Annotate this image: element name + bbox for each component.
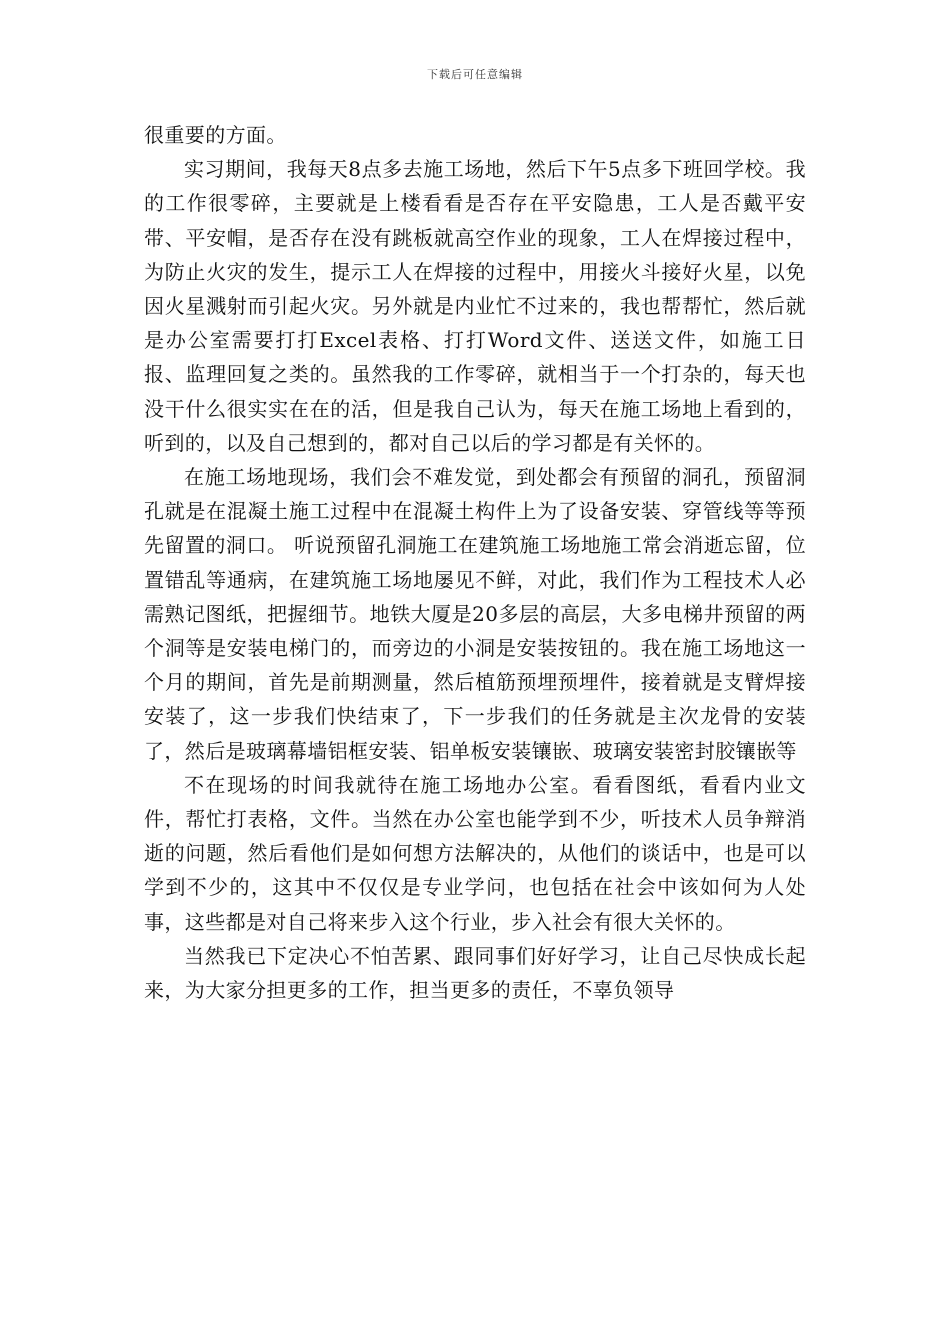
paragraph-3: 在施工场地现场，我们会不难发觉，到处都会有预留的洞孔，预留洞孔就是在混凝土施工过程中在混凝土构件上为了设备安装、穿管线等等预先留置的洞口。 听说预留孔洞施工在建筑施工场地施工常会消逝忘留，位置错乱等通病，在建筑施工场地屡见不鲜，对此，我们作为工程技术人必需熟记图纸，把握细节。地铁大厦是20多层的高层，大多电梯井预留的两个洞等是安装电梯门的，而旁边的小洞是安装按钮的。我在施工场地这一个月的期间，首先是前期测量，然后植筋预埋预埋件，接着就是支臂焊接安装了，这一步我们快结束了，下一步我们的任务就是主次龙骨的安装了，然后是玻璃幕墙铝框安装、铝单板安装镶嵌、玻璃安装密封胶镶嵌等: [144, 465, 806, 763]
document-body: [144, 118, 806, 1007]
page-header: 下载后可任意编辑: [427, 68, 523, 81]
paragraph-1: 很重要的方面。: [144, 123, 287, 147]
paragraph-2: 实习期间，我每天8点多去施工场地，然后下午5点多下班回学校。我的工作很零碎，主要就是上楼看看是否存在平安隐患，工人是否戴平安带、平安帽，是否存在没有跳板就高空作业的现象，工人在焊接过程中，为防止火灾的发生，提示工人在焊接的过程中，用接火斗接好火星，以免因火星溅射而引起火灾。另外就是内业忙不过来的，我也帮帮忙，然后就是办公室需要打打Excel表格、打打Word文件、送送文件，如施工日报、监理回复之类的。虽然我的工作零碎，就相当于一个打杂的，每天也没干什么很实实在在的活，但是我自己认为，每天在施工场地上看到的，听到的，以及自己想到的，都对自己以后的学习都是有关怀的。: [144, 157, 806, 455]
paragraph-4: 不在现场的时间我就待在施工场地办公室。看看图纸，看看内业文件，帮忙打表格，文件。当然在办公室也能学到不少，听技术人员争辩消逝的问题，然后看他们是如何想方法解决的，从他们的谈话中，也是可以学到不少的，这其中不仅仅是专业学问，也包括在社会中该如何为人处事，这些都是对自己将来步入这个行业，步入社会有很大关怀的。: [144, 772, 806, 934]
paragraph-5: 当然我已下定决心不怕苦累、跟同事们好好学习，让自己尽快成长起来，为大家分担更多的工作，担当更多的责任，不辜负领导: [144, 943, 806, 1003]
